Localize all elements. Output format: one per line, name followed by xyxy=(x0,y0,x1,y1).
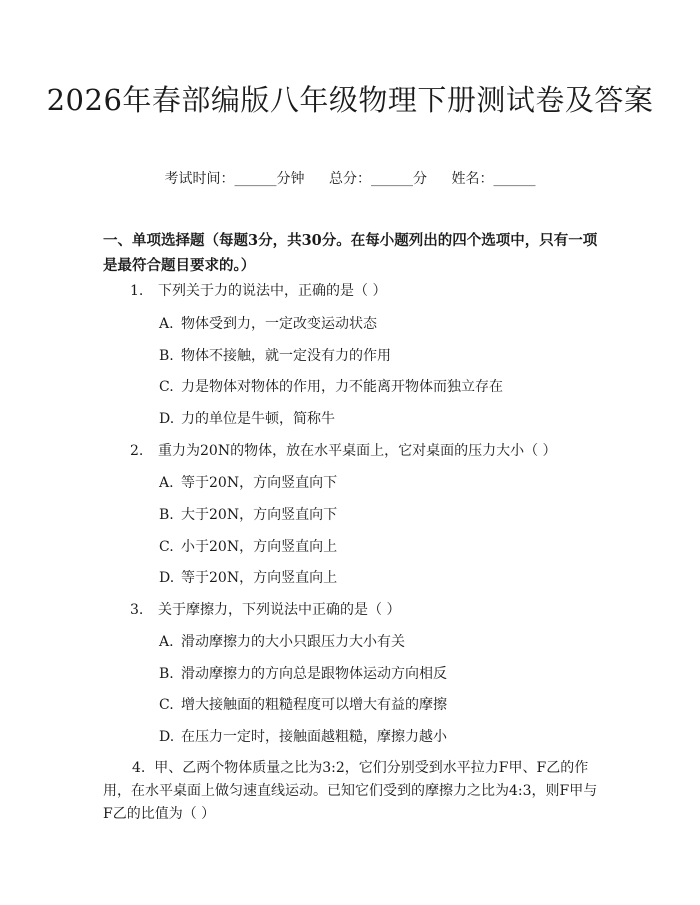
option-text: 小于20N，方向竖直向上 xyxy=(181,539,338,555)
option-letter: D. xyxy=(159,411,175,427)
option-letter: A. xyxy=(159,475,174,491)
option-letter: D. xyxy=(159,570,175,586)
option-letter: D. xyxy=(159,729,175,745)
option-3a xyxy=(159,631,405,651)
option-2d xyxy=(159,567,337,587)
option-letter: C. xyxy=(159,539,174,555)
option-1c xyxy=(159,376,503,396)
option-text: 滑动摩擦力的方向总是跟物体运动方向相反 xyxy=(181,666,447,682)
exam-time-field: 考试时间：______分钟 xyxy=(164,171,305,187)
option-3c xyxy=(159,694,447,714)
option-text: 力的单位是牛顿，简称牛 xyxy=(181,411,335,427)
option-letter: C. xyxy=(159,379,174,395)
question-text: 关于摩擦力，下列说法中正确的是（ ） xyxy=(158,602,401,618)
document-title: 2026年春部编版八年级物理下册测试卷及答案 xyxy=(46,83,654,117)
option-text: 等于20N，方向竖直向下 xyxy=(181,475,338,491)
student-name-field: 姓名：______ xyxy=(451,171,536,187)
question-2 xyxy=(130,440,557,460)
option-text: 等于20N，方向竖直向上 xyxy=(181,570,338,586)
option-letter: C. xyxy=(159,697,174,713)
option-3d xyxy=(159,726,447,746)
question-1 xyxy=(130,280,386,300)
option-2a xyxy=(159,472,337,492)
option-text: 大于20N，方向竖直向下 xyxy=(181,507,338,523)
exam-info-line xyxy=(0,168,700,188)
question-text: 甲、乙两个物体质量之比为3:2，它们分别受到水平拉力F甲、F乙的作用，在水平桌面上做匀速直线运动。已知它们受到的摩擦力之比为4:3，则F甲与F乙的比值为（ ） xyxy=(103,760,598,822)
option-letter: B. xyxy=(159,666,174,682)
option-1a xyxy=(159,313,377,333)
option-1d xyxy=(159,408,335,428)
option-2c xyxy=(159,536,337,556)
option-letter: B. xyxy=(159,348,174,364)
option-text: 物体受到力，一定改变运动状态 xyxy=(181,316,377,332)
option-2b xyxy=(159,504,337,524)
option-text: 滑动摩擦力的大小只跟压力大小有关 xyxy=(181,634,405,650)
question-number: 2. xyxy=(130,443,144,459)
option-letter: A. xyxy=(159,634,174,650)
question-3 xyxy=(130,599,400,619)
option-letter: A. xyxy=(159,316,174,332)
option-letter: B. xyxy=(159,507,174,523)
option-1b xyxy=(159,345,391,365)
option-text: 力是物体对物体的作用，力不能离开物体而独立存在 xyxy=(181,379,503,395)
option-text: 在压力一定时，接触面越粗糙，摩擦力越小 xyxy=(181,729,447,745)
option-text: 物体不接触，就一定没有力的作用 xyxy=(181,348,391,364)
question-4 xyxy=(103,757,600,826)
option-3b xyxy=(159,663,447,683)
question-text: 下列关于力的说法中，正确的是（ ） xyxy=(158,283,387,299)
total-score-field: 总分：______分 xyxy=(329,171,427,187)
question-number: 1. xyxy=(130,283,144,299)
section-heading: 一、单项选择题（每题3分，共30分。在每小题列出的四个选项中，只有一项是最符合题目要求的。） xyxy=(103,232,598,274)
question-number: 3. xyxy=(130,602,144,618)
question-text: 重力为20N的物体，放在水平桌面上，它对桌面的压力大小（ ） xyxy=(158,443,557,459)
question-number: 4. xyxy=(132,760,146,776)
option-text: 增大接触面的粗糙程度可以增大有益的摩擦 xyxy=(181,697,447,713)
